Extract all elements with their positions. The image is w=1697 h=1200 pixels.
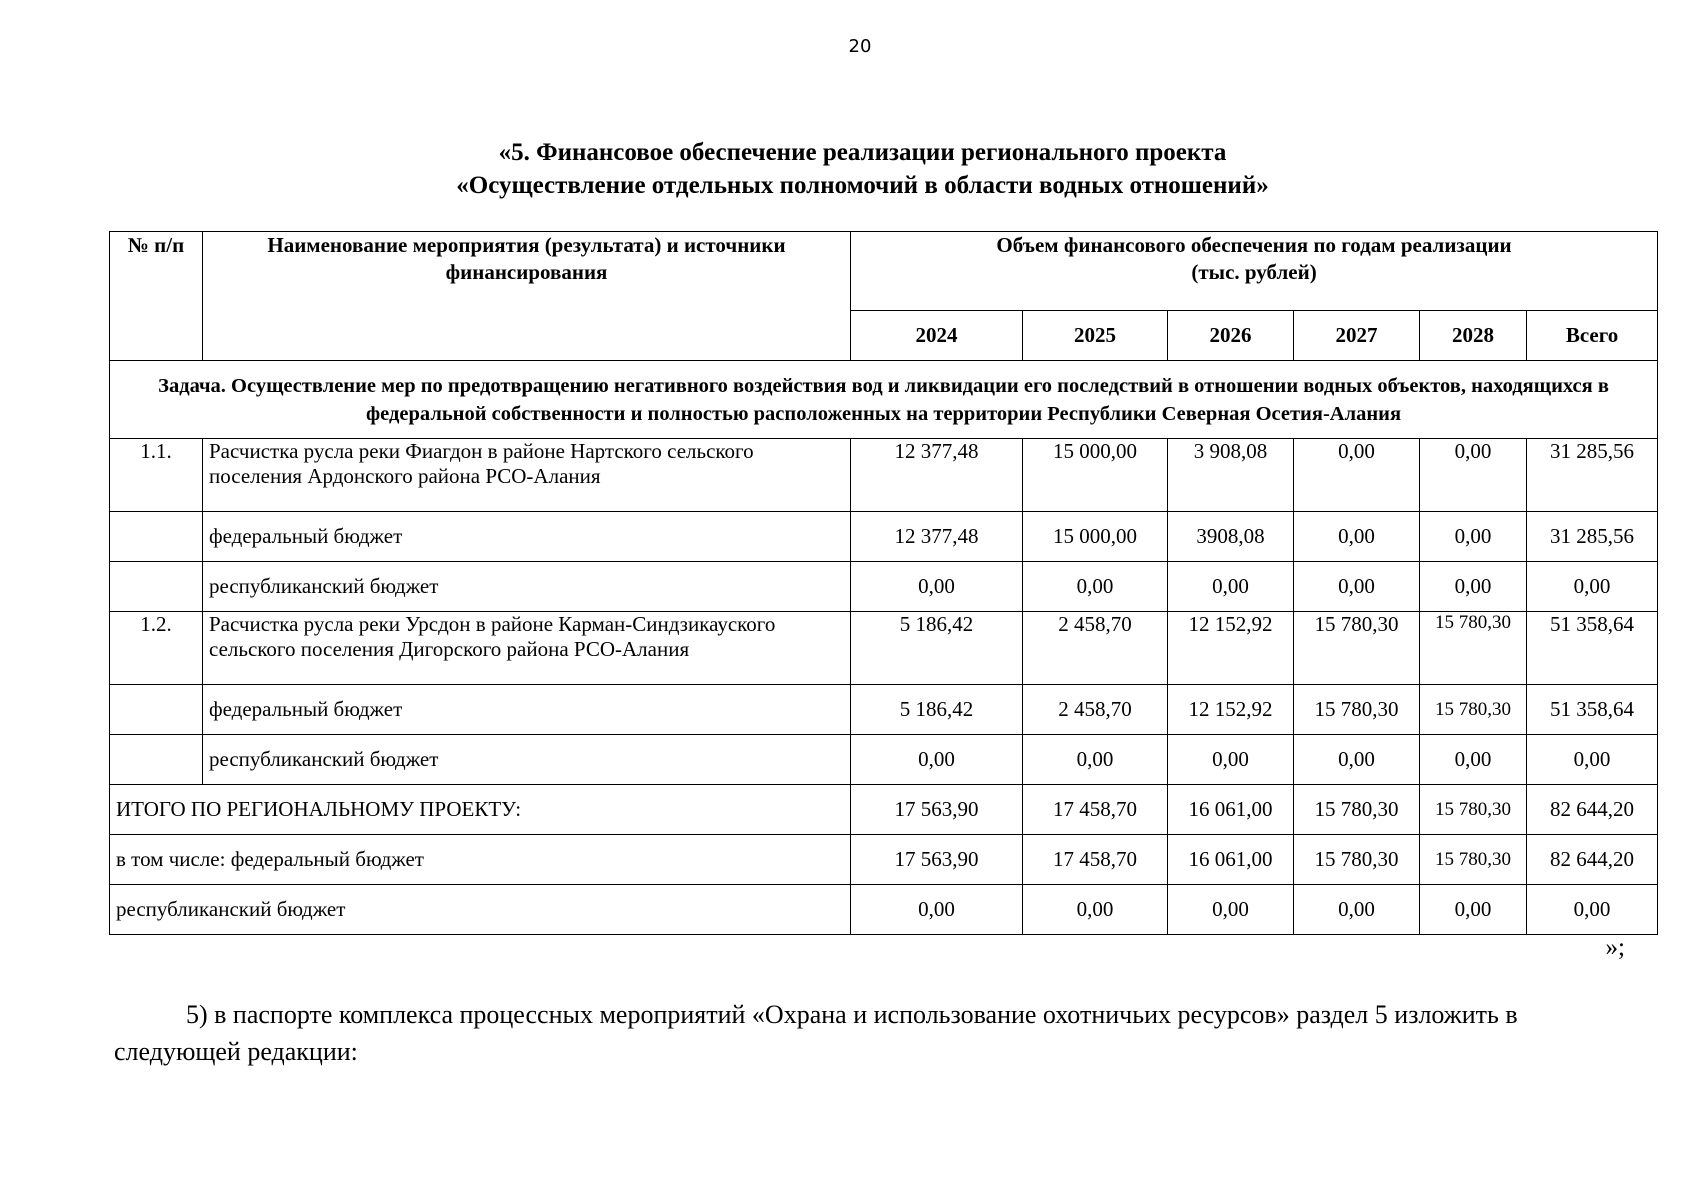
value-2024: 12 377,48 xyxy=(851,439,1023,512)
row-index: 1.1. xyxy=(110,439,203,512)
value-2025: 0,00 xyxy=(1023,562,1168,612)
value-2026: 3908,08 xyxy=(1168,512,1294,562)
value-2026: 12 152,92 xyxy=(1168,685,1294,735)
value-2027: 15 780,30 xyxy=(1294,685,1420,735)
section-title xyxy=(0,136,1697,202)
task-row: Задача. Осуществление мер по предотвращению негативного воздействия вод и ликвидации его последствий в отношении водных объектов, находящихся в федеральной собственности и полностью расположенных на территории Республики Северная Осетия-Алания xyxy=(110,361,1658,439)
total-row-name: республиканский бюджет xyxy=(110,885,851,935)
value-total: 82 644,20 xyxy=(1527,785,1658,835)
value-2024: 17 563,90 xyxy=(851,785,1023,835)
value-total: 31 285,56 xyxy=(1527,439,1658,512)
row-index xyxy=(110,735,203,785)
value-2028: 15 780,30 xyxy=(1420,685,1527,735)
value-2028: 0,00 xyxy=(1420,885,1527,935)
value-2025: 2 458,70 xyxy=(1023,685,1168,735)
value-2024: 17 563,90 xyxy=(851,835,1023,885)
row-name: федеральный бюджет xyxy=(203,512,851,562)
value-2025: 0,00 xyxy=(1023,885,1168,935)
row-name: Расчистка русла реки Фиагдон в районе Нартского сельского поселения Ардонского района РСО-Алания xyxy=(203,439,851,512)
header-year-2025: 2025 xyxy=(1023,311,1168,361)
total-row xyxy=(110,885,1658,935)
row-name: Расчистка русла реки Урсдон в районе Карман-Синдзикауского сельского поселения Дигорского района РСО-Алания xyxy=(203,612,851,685)
value-2027: 0,00 xyxy=(1294,735,1420,785)
value-2027: 0,00 xyxy=(1294,562,1420,612)
value-2024: 5 186,42 xyxy=(851,685,1023,735)
value-total: 51 358,64 xyxy=(1527,612,1658,685)
value-2024: 0,00 xyxy=(851,735,1023,785)
value-2026: 16 061,00 xyxy=(1168,785,1294,835)
value-2024: 5 186,42 xyxy=(851,612,1023,685)
row-name: республиканский бюджет xyxy=(203,562,851,612)
row-index xyxy=(110,562,203,612)
header-volume-line-1: Объем финансового обеспечения по годам реализации xyxy=(996,233,1512,257)
value-total: 51 358,64 xyxy=(1527,685,1658,735)
total-row-name: ИТОГО ПО РЕГИОНАЛЬНОМУ ПРОЕКТУ: xyxy=(110,785,851,835)
total-row xyxy=(110,835,1658,885)
value-2027: 15 780,30 xyxy=(1294,835,1420,885)
table-row xyxy=(110,612,1658,685)
amendment-paragraph-text: 5) в паспорте комплекса процессных мероприятий «Охрана и использование охотничьих ресурсов» раздел 5 изложить в следующей редакции: xyxy=(114,1000,1518,1066)
closing-quote: »; xyxy=(1605,934,1625,961)
value-total: 82 644,20 xyxy=(1527,835,1658,885)
value-2028: 0,00 xyxy=(1420,562,1527,612)
value-2027: 0,00 xyxy=(1294,512,1420,562)
value-2027: 0,00 xyxy=(1294,885,1420,935)
header-year-2026: 2026 xyxy=(1168,311,1294,361)
value-2025: 2 458,70 xyxy=(1023,612,1168,685)
table-row xyxy=(110,562,1658,612)
page-number: 20 xyxy=(848,36,872,57)
value-2025: 17 458,70 xyxy=(1023,785,1168,835)
row-index: 1.2. xyxy=(110,612,203,685)
header-volume xyxy=(851,232,1658,311)
value-total: 31 285,56 xyxy=(1527,512,1658,562)
header-year-2028: 2028 xyxy=(1420,311,1527,361)
header-total: Всего xyxy=(1527,311,1658,361)
value-total: 0,00 xyxy=(1527,885,1658,935)
total-row xyxy=(110,785,1658,835)
value-2024: 0,00 xyxy=(851,885,1023,935)
value-2025: 0,00 xyxy=(1023,735,1168,785)
header-volume-line-2: (тыс. рублей) xyxy=(1191,260,1317,284)
header-name: Наименование мероприятия (результата) и источники финансирования xyxy=(203,232,851,361)
value-2025: 15 000,00 xyxy=(1023,512,1168,562)
value-2026: 12 152,92 xyxy=(1168,612,1294,685)
value-2026: 0,00 xyxy=(1168,735,1294,785)
value-total: 0,00 xyxy=(1527,735,1658,785)
value-2027: 15 780,30 xyxy=(1294,612,1420,685)
value-2026: 3 908,08 xyxy=(1168,439,1294,512)
amendment-paragraph xyxy=(114,996,1564,1070)
financing-table xyxy=(109,231,1658,935)
table-row xyxy=(110,439,1658,512)
row-index xyxy=(110,685,203,735)
value-2027: 15 780,30 xyxy=(1294,785,1420,835)
value-2028: 0,00 xyxy=(1420,512,1527,562)
value-2024: 0,00 xyxy=(851,562,1023,612)
value-2026: 0,00 xyxy=(1168,885,1294,935)
value-2026: 16 061,00 xyxy=(1168,835,1294,885)
value-2028: 0,00 xyxy=(1420,439,1527,512)
value-2028: 0,00 xyxy=(1420,735,1527,785)
table-row xyxy=(110,735,1658,785)
table-row xyxy=(110,685,1658,735)
value-2024: 12 377,48 xyxy=(851,512,1023,562)
total-row-name: в том числе: федеральный бюджет xyxy=(110,835,851,885)
row-index xyxy=(110,512,203,562)
value-2025: 15 000,00 xyxy=(1023,439,1168,512)
table-row xyxy=(110,512,1658,562)
value-2027: 0,00 xyxy=(1294,439,1420,512)
row-name: республиканский бюджет xyxy=(203,735,851,785)
header-num: № п/п xyxy=(110,232,203,361)
section-title-line-2: «Осуществление отдельных полномочий в области водных отношений» xyxy=(456,172,1269,199)
header-year-2027: 2027 xyxy=(1294,311,1420,361)
value-2028: 15 780,30 xyxy=(1420,785,1527,835)
value-2028: 15 780,30 xyxy=(1420,835,1527,885)
header-year-2024: 2024 xyxy=(851,311,1023,361)
row-name: федеральный бюджет xyxy=(203,685,851,735)
value-2025: 17 458,70 xyxy=(1023,835,1168,885)
section-title-line-1: «5. Финансовое обеспечение реализации регионального проекта xyxy=(498,139,1227,166)
value-2028: 15 780,30 xyxy=(1420,612,1527,685)
value-total: 0,00 xyxy=(1527,562,1658,612)
value-2026: 0,00 xyxy=(1168,562,1294,612)
